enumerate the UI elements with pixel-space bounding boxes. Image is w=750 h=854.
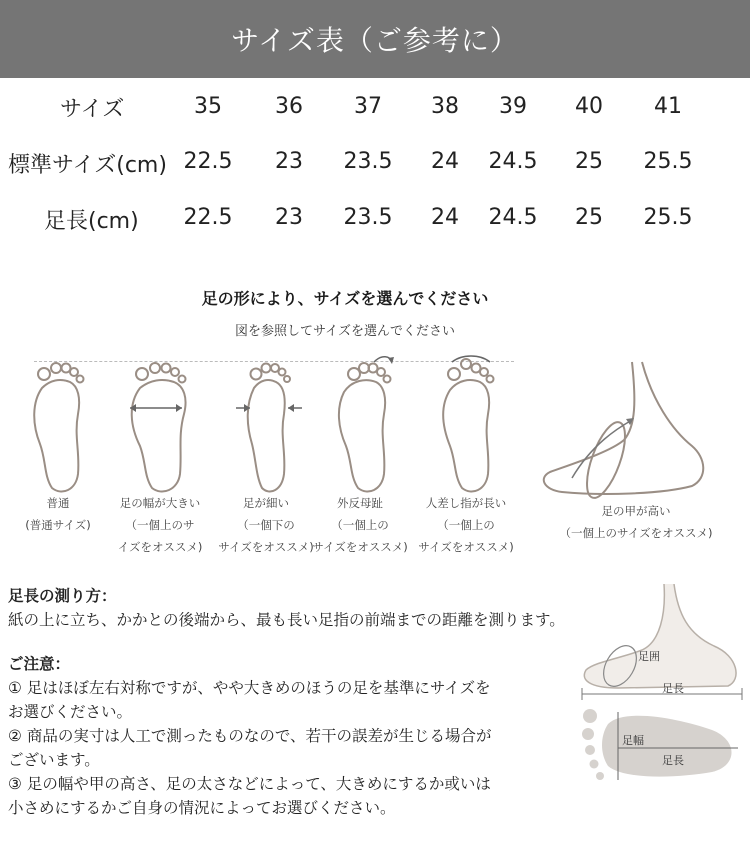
- foot-measure-diagram: [578, 584, 744, 784]
- foot-shape-subtitle: 図を参照してサイズを選んでください: [235, 324, 455, 339]
- table-cell: 24.5: [488, 149, 538, 174]
- table-cell: 41: [654, 94, 682, 119]
- table-cell: 38: [431, 94, 459, 119]
- notes-section: [8, 652, 568, 820]
- foot-type-caption: 普通 (普通サイズ): [25, 496, 91, 532]
- notes-heading: ご注意：: [8, 655, 71, 673]
- row-label-size: サイズ: [60, 97, 125, 122]
- foot-type-caption: 外反母趾 （一個上の サイズをオススメ): [312, 496, 408, 554]
- size-table: [0, 80, 750, 280]
- table-cell: 37: [354, 94, 382, 119]
- foot-shape-title: 足の形により、サイズを選んでください: [201, 289, 489, 308]
- length-label-top: 足長: [662, 682, 684, 695]
- table-cell: 23: [275, 205, 303, 230]
- table-cell: 40: [575, 94, 603, 119]
- note-line: ③ 足の幅や甲の高さ、足の太さなどによって、大きめにするか或いは: [8, 775, 491, 793]
- note-line: ① 足はほぼ左右対称ですが、やや大きめのほうの足を基準にサイズを: [8, 679, 491, 697]
- long-second-toe-foot-icon: [434, 352, 504, 497]
- note-line: 小さめにするかご自身の情況によってお選びください。: [8, 799, 396, 817]
- table-cell: 23.5: [343, 149, 393, 174]
- circumference-label: 足囲: [638, 650, 660, 663]
- table-cell: 36: [275, 94, 303, 119]
- note-line: ② 商品の実寸は人工で測ったものなので、若干の誤差が生じる場合が: [8, 727, 492, 745]
- foot-type-caption: 人差し指が長い （一個上の サイズをオススメ): [418, 496, 514, 554]
- foot-type-caption: 足の甲が高い （一個上のサイズをオススメ): [559, 504, 713, 540]
- length-label-bottom: 足長: [662, 754, 684, 767]
- measure-text: 紙の上に立ち、かかとの後端から、最も長い足指の前端までの距離を測ります。: [8, 611, 565, 629]
- foot-type-caption: 足の幅が大きい （一個上のサ イズをオススメ): [117, 496, 203, 554]
- table-cell: 23.5: [343, 205, 393, 230]
- row-label-standard-size: 標準サイズ(cm): [8, 153, 167, 178]
- table-cell: 39: [499, 94, 527, 119]
- foot-type-caption: 足が細い （一個下の サイズをオススメ): [218, 496, 314, 554]
- note-line: お選びください。: [8, 703, 133, 721]
- table-cell: 25.5: [643, 149, 693, 174]
- table-cell: 25: [575, 149, 603, 174]
- width-label: 足幅: [622, 734, 644, 747]
- row-label-foot-length: 足長(cm): [44, 209, 139, 234]
- table-cell: 25: [575, 205, 603, 230]
- narrow-foot-icon: [234, 352, 304, 497]
- normal-foot-icon: [24, 352, 94, 497]
- table-cell: 24: [431, 205, 459, 230]
- bunion-foot-icon: [330, 352, 400, 497]
- table-cell: 23: [275, 149, 303, 174]
- size-chart-banner: [0, 0, 750, 78]
- wide-foot-icon: [122, 352, 202, 497]
- table-cell: 22.5: [183, 205, 233, 230]
- table-cell: 25.5: [643, 205, 693, 230]
- banner-title: サイズ表（ご参考に）: [231, 24, 519, 57]
- measure-section: [8, 584, 565, 632]
- measure-heading: 足長の測り方：: [8, 587, 117, 605]
- table-cell: 35: [194, 94, 222, 119]
- table-cell: 24.5: [488, 205, 538, 230]
- table-cell: 22.5: [183, 149, 233, 174]
- note-line: ございます。: [8, 751, 100, 769]
- high-instep-foot-icon: [532, 360, 722, 505]
- table-cell: 24: [431, 149, 459, 174]
